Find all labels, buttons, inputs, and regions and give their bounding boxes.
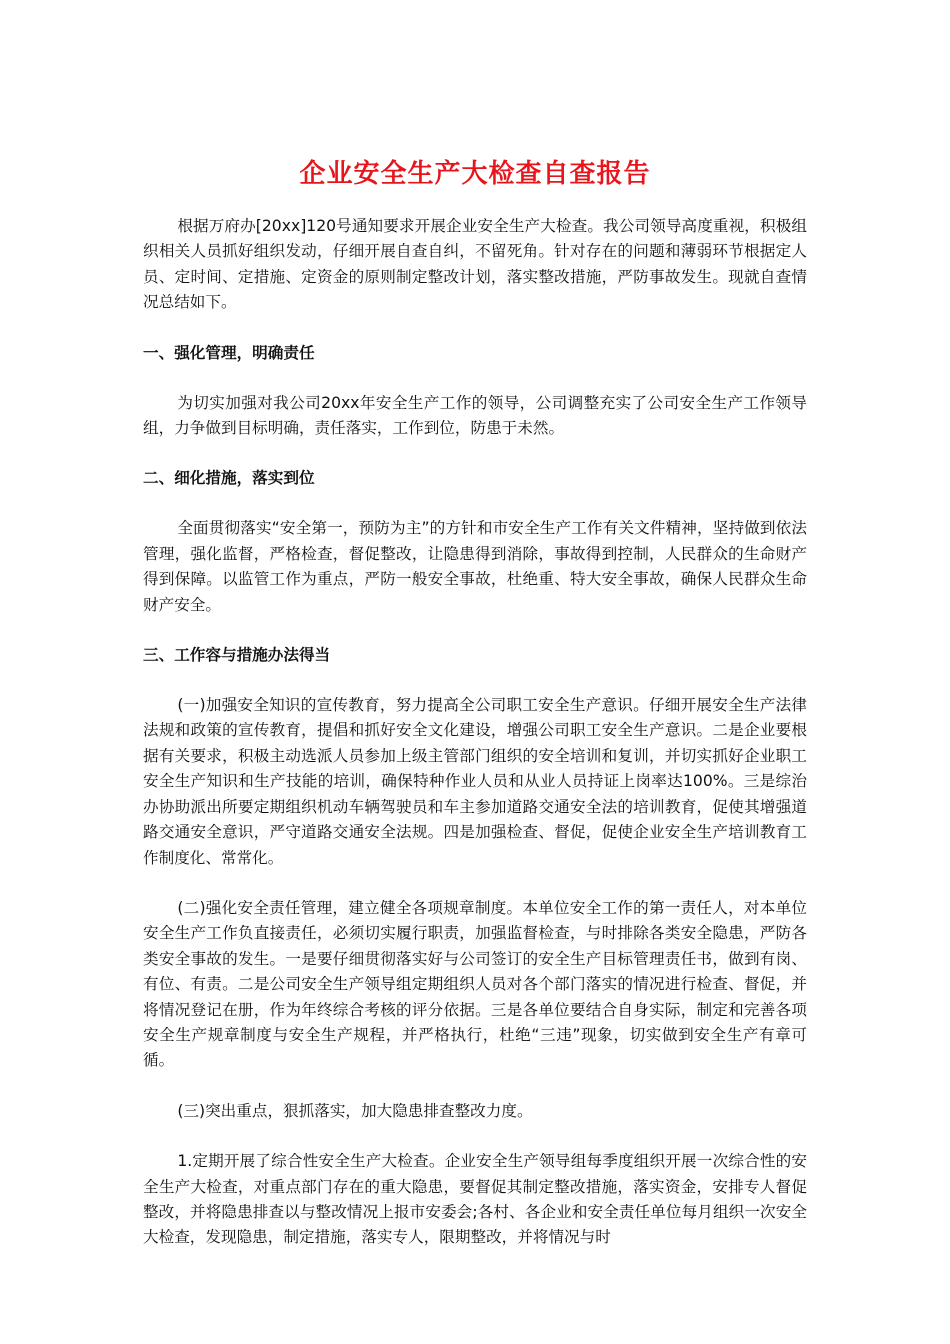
document-body <box>143 152 807 1276</box>
section-3-paragraph-3: (三)突出重点，狠抓落实，加大隐患排查整改力度。 <box>177 1101 533 1120</box>
section-3-heading: 三、工作容与措施办法得当 <box>143 646 331 665</box>
intro-paragraph: 根据万府办[20xx]120号通知要求开展企业安全生产大检查。我公司领导高度重视，积极组织相关人员抓好组织发动，仔细开展自查自纠，不留死角。针对存在的问题和薄弱环节根据定人员、定时间、定措施、定资金的原则制定整改计划，落实整改措施，严防事故发生。现就自查情况总结如下。 <box>143 217 807 312</box>
section-1-paragraph: 为切实加强对我公司20xx年安全生产工作的领导，公司调整充实了公司安全生产工作领导组，力争做到目标明确，责任落实，工作到位，防患于未然。 <box>143 393 807 438</box>
section-1-heading: 一、强化管理，明确责任 <box>143 343 315 362</box>
section-2-heading: 二、细化措施，落实到位 <box>143 469 315 488</box>
section-3-paragraph-4: 1.定期开展了综合性安全生产大检查。企业安全生产领导组每季度组织开展一次综合性的安全生产大检查，对重点部门存在的重大隐患，要督促其制定整改措施，落实资金，安排专人督促整改，并将隐患排查以与整改情况上报市安委会;各村、各企业和安全责任单位每月组织一次安全大检查，发现隐患，制定措施，落实专人，限期整改，并将情况与时 <box>143 1152 807 1247</box>
document-title: 企业安全生产大检查自查报告 <box>299 159 651 189</box>
section-3-paragraph-1: (一)加强安全知识的宣传教育，努力提高全公司职工安全生产意识。仔细开展安全生产法律法规和政策的宣传教育，提倡和抓好安全文化建设，增强公司职工安全生产意识。二是企业要根据有关要求，积极主动选派人员参加上级主管部门组织的安全培训和复训，并切实抓好企业职工安全生产知识和生产技能的培训，确保特种作业人员和从业人员持证上岗率达100%。三是综治办协助派出所要定期组织机动车辆驾驶员和车主参加道路交通安全法的培训教育，促使其增强道路交通安全意识，严守道路交通安全法规。四是加强检查、督促，促使企业安全生产培训教育工作制度化、常常化。 <box>143 696 807 867</box>
section-3-paragraph-2: (二)强化安全责任管理，建立健全各项规章制度。本单位安全工作的第一责任人，对本单位安全生产工作负直接责任，必须切实履行职责，加强监督检查，与时排除各类安全隐患，严防各类安全事故的发生。一是要仔细贯彻落实好与公司签订的安全生产目标管理责任书，做到有岗、有位、有责。二是公司安全生产领导组定期组织人员对各个部门落实的情况进行检查、督促，并将情况登记在册，作为年终综合考核的评分依据。三是各单位要结合自身实际，制定和完善各项安全生产规章制度与安全生产规程，并严格执行，杜绝“三违”现象，切实做到安全生产有章可循。 <box>143 898 807 1070</box>
section-2-paragraph: 全面贯彻落实“安全第一，预防为主”的方针和市安全生产工作有关文件精神，坚持做到依法管理，强化监督，严格检查，督促整改，让隐患得到消除，事故得到控制，人民群众的生命财产得到保障。以监管工作为重点，严防一般安全事故，杜绝重、特大安全事故，确保人民群众生命财产安全。 <box>143 519 807 614</box>
